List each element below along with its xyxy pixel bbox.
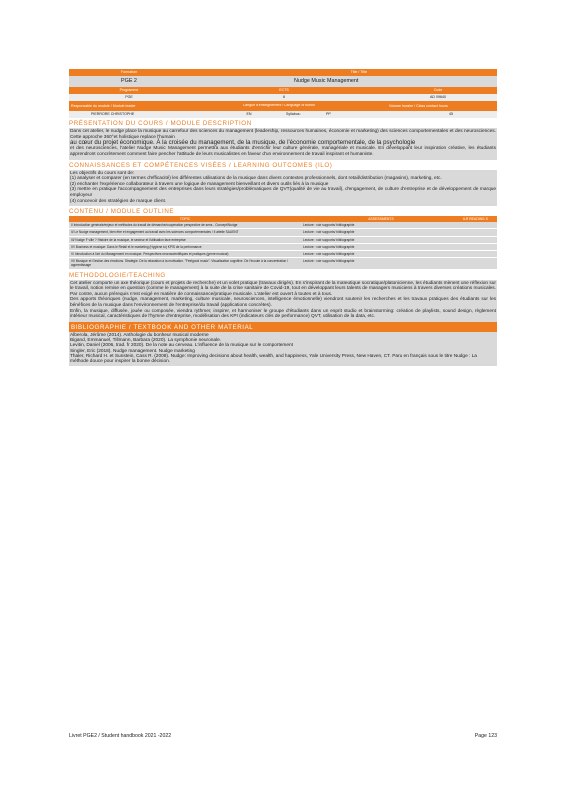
presentation-paragraph-emphasis: au cœur du projet économique. À la croisée du management, de la musique, de l'économie comportementale, de la psychologie [70, 139, 416, 147]
table-row [69, 243, 497, 250]
module-outline-table [69, 216, 497, 269]
assessment-cell: Lecture : voir supports/ bibliographie [301, 229, 461, 236]
table-row [69, 258, 497, 269]
topic-cell: IV/ Business et musique: Dans le Retail et le marketing (Hygiene to) KPIS de la performance [69, 243, 301, 250]
ects-label: ECTS [279, 88, 289, 92]
topic-cell: I/ Introduction générale/enjeux et méthodes du travail de démarche/coopération perspective de sens - Concept/Nudge [69, 222, 301, 229]
methodology-paragraph: Des apports théoriques (nudge, management, marketing, culture musicale, neurosciences, intelligence émotionnelle) viendront soutenir les recherches et les travaux pratiques des étudiants sur les bénéfices de la musique dans l'environnement de l'entreprise/du travail (applications concrètes). [70, 297, 496, 308]
methodology-paragraph: Enfin, la musique, diffusée, jouée ou composée, viendra rythmer, inspirer, et harmoniser le groupe d'étudiants dans un esprit studio et brainstorming: création de playlists, sound design, règlement intérieur musical, caractéristiques de l'hymne d'entreprise, modélisation des KPI (indicateurs clés de performance) QVT, utilisation de la data, etc. [70, 308, 496, 320]
reading-cell [461, 258, 497, 269]
methodology-heading: METHODOLOGIE/TEACHING [69, 271, 166, 279]
syllabus-value: PP [326, 112, 331, 116]
course-title: Nudge Music Management [294, 78, 359, 84]
page-footer [69, 733, 497, 739]
header-row-values [69, 94, 497, 101]
bibliography-item: Levitin, Daniel (2006, trad. fr 2020). De la note au cerveau. L'influence de la musique sur le comportement [70, 343, 293, 349]
course-header-table [69, 69, 497, 118]
header-row-labels [69, 87, 497, 94]
bibliography-item: Thaler, Richard H. et Sunstein, Cass R. (2008). Nudge: Improving decisions about health, wealth, and happiness, Yale University Press, New Haven, CT. Paru en français sous le titre Nudge : La méthode douce pour inspirer la bonne décision. [70, 353, 477, 365]
outcome-line: (2) enchanter l'expérience collaborateur à travers une logique de management bienveillant et divers outils liés à la musique [70, 181, 329, 187]
contact-hours-label: Volume horaire / Class contact hours [389, 104, 448, 108]
outcome-line: Les objectifs du cours sont de: [70, 170, 135, 176]
methodology-body [69, 280, 497, 322]
reading-cell [461, 222, 497, 229]
reading-cell [461, 229, 497, 236]
programme-code: PGE [125, 95, 133, 99]
presentation-paragraph: Dans cet atelier, le nudge place la musique au carrefour des sciences du management (leadership, ressources humaines, économie et marketing) des sciences comportementales et des neurosciences. Cette approche 360°et holistique replace l'humain [70, 129, 496, 140]
programme-label: Programme [119, 88, 139, 92]
footer-handbook-label: Livret PGE2 / Student handbook 2021 -2022 [69, 733, 172, 739]
topic-column-header: TOPIC [69, 216, 301, 222]
topic-cell: III/ Nudge F ville ? Histoire de la musique, le secteur et l'utilisation face entreprise [69, 236, 301, 243]
table-row [69, 229, 497, 236]
header-row-course [69, 76, 497, 87]
assessment-column-header: ASSESSMENTS [301, 216, 461, 222]
language-label: Langue d'enseignement / Language of tuition [243, 104, 315, 108]
bibliography-item: Alberola, Jérôme (2014). Anthologie du bonheur musical moderne [70, 332, 209, 338]
header-row-leader-values [69, 111, 497, 118]
code-label: Code [433, 88, 443, 92]
outcome-line: (3) mettre en pratique l'accompagnement des entreprises dans leurs stratégies/problématiques de QVT(qualité de vie au travail), d'engagement, de culture d'entreprise et de développement de marque employeur [70, 187, 496, 198]
course-sheet [69, 69, 497, 366]
outcome-line: (1) analyser et comparer (en termes d'efficacité) les différentes utilisations de la musique dans divers contextes professionnels, dont retail/distribution (magasins), marketing, etc. [70, 176, 442, 182]
topic-cell: V/ Introduction à l'art du Management en musique. Perspectives neuroscientifiques et pratiques (genre musical) [69, 250, 301, 257]
module-leader-label: Responsable du module / Module leader [71, 104, 136, 108]
learning-outcomes-heading: CONNAISSANCES ET COMPÉTENCES VISÉES / LEARNING OUTCOMES (ILO) [69, 161, 333, 169]
outcome-line: (4) concevoir des stratégies de marque client. [70, 198, 167, 204]
title-label: Title / Title [350, 70, 367, 74]
topic-cell: VI/ Musique et Gestion des émotions. Stratégie. De la relaxation à la motivation. "Feelgood music". Visualisation cognitive. De l'écoute à la concentration / apprentissage [69, 258, 301, 269]
syllabus-label: Syllabus: [286, 112, 301, 116]
table-row [69, 250, 497, 257]
reading-cell [461, 236, 497, 243]
assessment-cell: Lecture : voir supports/ bibliographie [301, 222, 461, 229]
module-outline-heading: CONTENU / MODULE OUTLINE [69, 208, 175, 216]
code-value: AD 09640 [430, 95, 446, 99]
reading-column-header: ILR READING S [461, 216, 497, 222]
bibliography-item: Singler, Eric (2018). Nudge management. Nudge marketing [70, 348, 195, 354]
contact-hours-value: 45 [449, 112, 453, 116]
programme-value: PGE 2 [121, 78, 137, 84]
table-row [69, 222, 497, 229]
reading-cell [461, 243, 497, 250]
assessment-cell: Lecture : voir supports/ bibliographie [301, 258, 461, 269]
presentation-body [69, 128, 497, 160]
reading-cell [461, 250, 497, 257]
formation-label: Formation [120, 70, 138, 74]
bibliography-list [69, 332, 497, 366]
assessment-cell: Lecture : voir supports/ bibliographie [301, 243, 461, 250]
bibliography-item: Bigand, Emmanuel, Tillmann, Barbara (2020). La symphonie neuronale. [70, 338, 222, 344]
header-row-leader-labels [69, 101, 497, 111]
assessment-cell: Lecture : voir supports/ bibliographie [301, 236, 461, 243]
language-value: EN [246, 112, 252, 116]
header-row-formation [69, 69, 497, 76]
table-row [69, 236, 497, 243]
presentation-paragraph: et des neurosciences, l'atelier Nudge Music Management permettra aux étudiants d'enrichir leur culture générale, managériale et musicale. En développant leur inspiration créative, les étudiants apprendront concrètement comment faire pencher l'attitude de leurs musicalistes en faveur d'un environnement de travail inspirant et humaniste. [70, 146, 496, 157]
methodology-paragraph: Cet atelier comporte un axe théorique (cours et projets de recherche) et un volet pratique (travaux dirigés). En s'inspirant de la maïeutique socratique/platonicienne, les étudiants mènent une réflexion sur le travail, notion remise en question (comme le management) à la suite de la crise sanitaire de Covid-19, tout en développant leurs talents de managers musiciens à travers diverses créations musicales. Par contre, aucun prérequis n'est exigé en matière de connaissance/pratique musicale. L'atelier est ouvert à toutes et à tous. [70, 280, 496, 297]
assessment-cell: Lecture : voir supports/ bibliographie [301, 250, 461, 257]
presentation-heading: PRÉSENTATION DU COURS / MODULE DESCRIPTION [69, 120, 252, 127]
topic-cell: II/ Le Nudge management, bien être et engagement au travail avec les sciences comportementales / II attelle SAUENT [69, 229, 301, 236]
page-number: Page 123 [474, 733, 497, 739]
module-leader-name: PIERRORE CHRISTOPHE [91, 112, 135, 116]
learning-outcomes-body [69, 170, 497, 207]
ects-value: 6 [283, 95, 285, 99]
bibliography-heading: BIBLIOGRAPHIE / TEXTBOOK AND OTHER MATERIAL [69, 322, 497, 332]
